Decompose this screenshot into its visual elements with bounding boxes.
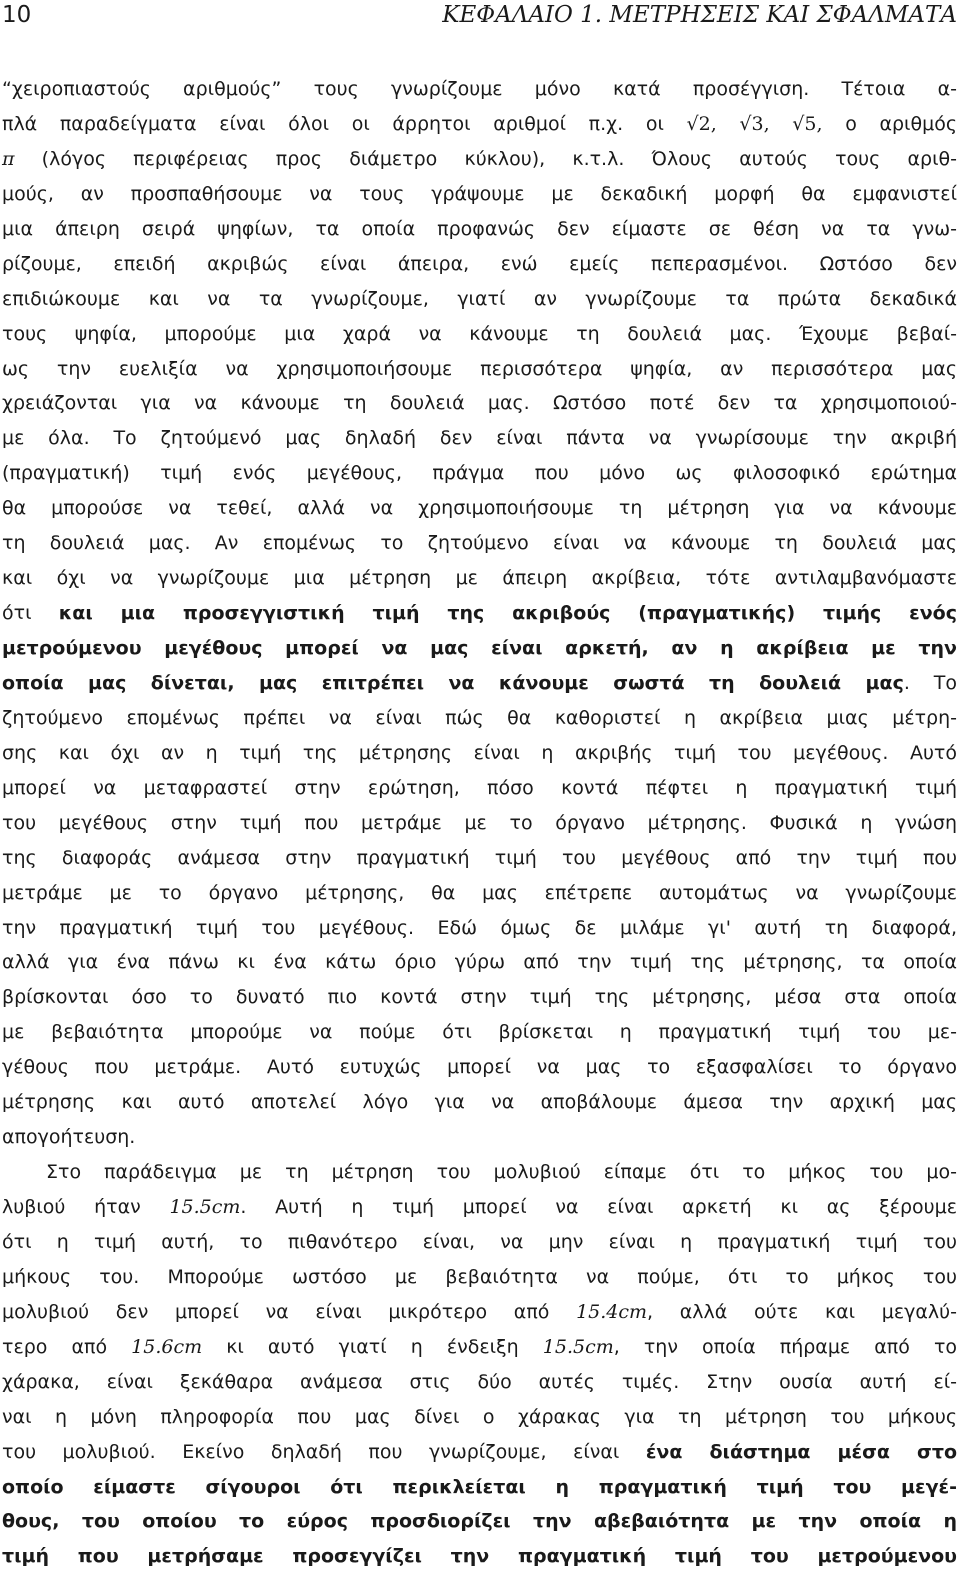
text-span: σης και όχι αν η τιμή της μέτρησης είναι η ακριβής τιμή του μεγέθους. Αυτό	[2, 741, 957, 764]
text-line	[2, 911, 957, 946]
pi-symbol: π	[2, 147, 15, 170]
text-line	[2, 142, 957, 177]
text-span: με βεβαιότητα μπορούμε να πούμε ότι βρίσκεται η πραγματική τιμή του με-	[2, 1021, 957, 1044]
text-span: μολυβιού δεν μπορεί να είναι μικρότερο από	[2, 1300, 577, 1323]
text-span: απογοήτευση.	[2, 1126, 136, 1149]
running-header	[2, 0, 957, 34]
text-span: μήκους του. Μπορούμε ωστόσο με βεβαιότητα να πούμε, ότι το μήκος του	[2, 1265, 957, 1288]
text-span: και όχι να γνωρίζουμε μια μέτρηση με άπειρη ακρίβεια, τότε αντιλαμβανόμαστε	[2, 567, 957, 590]
text-span: του μεγέθους στην τιμή που μετράμε με το όργανο μέτρησης. Φυσικά η γνώση	[2, 811, 957, 834]
text-span: χάρακα, είναι ξεκάθαρα ανάμεσα στις δύο αυτές τιμές. Στην ουσία αυτή εί-	[2, 1370, 957, 1393]
text-span: πλά παραδείγματα είναι όλοι οι άρρητοι αριθμοί π.χ. οι	[2, 112, 687, 135]
math-value: 15.5cm	[169, 1196, 241, 1218]
chapter-title: ΚΕΦΑΛΑΙΟ 1. ΜΕΤΡΗΣΕΙΣ ΚΑΙ ΣΦΑΛΜΑΤΑ	[442, 2, 957, 28]
text-line	[2, 352, 957, 387]
text-line	[2, 526, 957, 561]
text-span: λυβιού ήταν	[2, 1196, 170, 1218]
body-text	[2, 72, 957, 1574]
text-span: (λόγος περιφέρειας προς διάμετρο κύκλου), κ.τ.λ. Όλους αυτούς τους αριθ-	[14, 147, 957, 170]
text-span: τερο από	[2, 1335, 132, 1358]
text-line	[2, 177, 957, 212]
text-line	[2, 771, 957, 806]
bold-text: ένα διάστημα μέσα στο	[645, 1440, 957, 1463]
text-line	[2, 736, 957, 771]
text-span: βρίσκονται όσο το δυνατό πιο κοντά στην τιμή της μέτρησης, μέσα στα οποία	[2, 986, 957, 1009]
text-line	[2, 491, 957, 526]
bold-text: θους, του οποίου το εύρος προσδιορίζει την αβεβαιότητα με την οποία η	[2, 1510, 957, 1533]
text-line	[2, 1155, 957, 1190]
text-span: με όλα. Το ζητούμενό μας δηλαδή δεν είναι πάντα να γνωρίσουμε την ακριβή	[2, 427, 957, 450]
text-span: (πραγματική) τιμή ενός μεγέθους, πράγμα που μόνο ως φιλοσοφικό ερώτημα	[2, 462, 957, 485]
text-span: μετράμε με το όργανο μέτρησης, θα μας επέτρεπε αυτομάτως να γνωρίζουμε	[2, 881, 957, 904]
text-span: , αλλά ούτε και μεγαλύ-	[647, 1300, 958, 1323]
text-line	[2, 212, 957, 247]
text-line	[2, 666, 957, 701]
text-span: ναι η μόνη πληροφορία που μας δίνει ο χάρακας για τη μέτρηση του μήκους	[2, 1405, 957, 1428]
text-span: αλλά για ένα πάνω κι ένα κάτω όριο γύρω από την τιμή της μέτρησης, τα οποία	[2, 951, 957, 974]
text-span: θα μπορούσε να τεθεί, αλλά να χρησιμοποιήσουμε τη μέτρηση για να κάνουμε	[2, 497, 957, 520]
sqrt-examples: √2, √3, √5,	[686, 112, 823, 135]
text-span: της διαφοράς ανάμεσα στην πραγματική τιμή του μεγέθους από την τιμή που	[2, 846, 957, 869]
text-line	[2, 317, 957, 352]
text-line	[2, 1050, 957, 1085]
text-span: Στο παράδειγμα με τη μέτρηση του μολυβιού είπαμε ότι το μήκος του μο-	[46, 1161, 957, 1184]
bold-text: μετρούμενου μεγέθους μπορεί να μας είναι αρκετή, αν η ακρίβεια με την	[2, 637, 957, 659]
text-span: μπορεί να μεταφραστεί στην ερώτηση, πόσο κοντά πέφτει η πραγματική τιμή	[2, 776, 957, 799]
text-line	[2, 1470, 957, 1505]
text-span: κι αυτό γιατί η ένδειξη	[202, 1335, 543, 1358]
text-line	[2, 1400, 957, 1435]
text-line	[2, 1330, 957, 1365]
text-line	[2, 1225, 957, 1260]
text-span: την πραγματική τιμή του μεγέθους. Εδώ όμως δε μιλάμε γι' αυτή τη διαφορά,	[2, 916, 957, 939]
math-value: 15.6cm	[131, 1335, 203, 1358]
bold-text: οποίο είμαστε σίγουροι ότι περικλείεται η πραγματική τιμή του μεγέ-	[2, 1475, 957, 1498]
text-span: ρίζουμε, επειδή ακριβώς είναι άπειρα, ενώ εμείς πεπερασμένοι. Ωστόσο δεν	[2, 252, 957, 275]
text-span: , την οποία πήραμε από το	[613, 1335, 958, 1358]
math-value: 15.4cm	[576, 1300, 648, 1323]
text-line	[2, 980, 957, 1015]
text-span: χρειάζονται για να κάνουμε τη δουλειά μας. Ωστόσο ποτέ δεν τα χρησιμοποιού-	[2, 392, 957, 415]
text-span: του μολυβιού. Εκείνο δηλαδή που γνωρίζουμε, είναι	[2, 1440, 646, 1463]
math-value: 15.5cm	[542, 1335, 614, 1358]
text-line	[2, 247, 957, 282]
text-line	[2, 1539, 957, 1574]
text-line	[2, 421, 957, 456]
text-line	[2, 701, 957, 736]
bold-text: οποία μας δίνεται, μας επιτρέπει να κάνουμε σωστά τη δουλειά μας	[2, 671, 904, 694]
text-span: τη δουλειά μας. Αν επομένως το ζητούμενο είναι να κάνουμε τη δουλειά μας	[2, 532, 957, 555]
text-line	[2, 596, 957, 631]
bold-text: τιμή που μετρήσαμε προσεγγίζει την πραγματική τιμή του μετρούμενου	[2, 1545, 957, 1568]
text-line	[2, 1504, 957, 1539]
text-span: μούς, αν προσπαθήσουμε να τους γράψουμε με δεκαδική μορφή θα εμφανιστεί	[2, 182, 957, 205]
text-line	[2, 386, 957, 421]
text-line	[2, 1435, 957, 1470]
text-line	[2, 631, 957, 666]
text-line	[2, 1295, 957, 1330]
text-span: ότι η τιμή αυτή, το πιθανότερο είναι, να μην είναι η πραγματική τιμή του	[2, 1230, 957, 1253]
text-span: . Το	[903, 671, 957, 694]
text-span: ότι	[2, 602, 59, 625]
text-span: μια άπειρη σειρά ψηφίων, τα οποία προφανώς δεν είμαστε σε θέση να τα γνω-	[2, 217, 957, 240]
text-line	[2, 561, 957, 596]
text-line	[2, 456, 957, 491]
text-line	[2, 1015, 957, 1050]
text-line	[2, 1365, 957, 1400]
text-span: γέθους που μετράμε. Αυτό ευτυχώς μπορεί να μας το εξασφαλίσει το όργανο	[2, 1056, 957, 1079]
text-span: τους ψηφία, μπορούμε μια χαρά να κάνουμε τη δουλειά μας. Έχουμε βεβαί-	[2, 322, 957, 345]
text-line	[2, 282, 957, 317]
text-line	[2, 841, 957, 876]
text-line	[2, 1190, 957, 1225]
text-span: επιδιώκουμε και να τα γνωρίζουμε, γιατί αν γνωρίζουμε τα πρώτα δεκαδικά	[2, 287, 957, 310]
text-line	[2, 1120, 957, 1155]
text-line	[2, 107, 957, 142]
text-span: μέτρησης και αυτό αποτελεί λόγο για να αποβάλουμε άμεσα την αρχική μας	[2, 1091, 957, 1114]
text-line	[2, 1085, 957, 1120]
text-line	[2, 876, 957, 911]
text-span: ως την ευελιξία να χρησιμοποιήσουμε περισσότερα ψηφία, αν περισσότερα μας	[2, 357, 957, 380]
text-line	[2, 806, 957, 841]
text-span: . Αυτή η τιμή μπορεί να είναι αρκετή κι ας ξέρουμε	[240, 1196, 957, 1218]
text-line	[2, 1260, 957, 1295]
bold-text: και μια προσεγγιστική τιμή της ακριβούς (πραγματικής) τιμής ενός	[58, 602, 957, 625]
text-line	[2, 945, 957, 980]
text-span: “χειροπιαστούς αριθμούς” τους γνωρίζουμε μόνο κατά προσέγγιση. Τέτοια α-	[2, 78, 957, 100]
page-number: 10	[2, 2, 32, 28]
text-span: ζητούμενο επομένως πρέπει να είναι πώς θα καθοριστεί η ακρίβεια μιας μέτρη-	[2, 706, 957, 729]
text-line	[2, 72, 957, 107]
text-span: ο αριθμός	[822, 112, 957, 135]
